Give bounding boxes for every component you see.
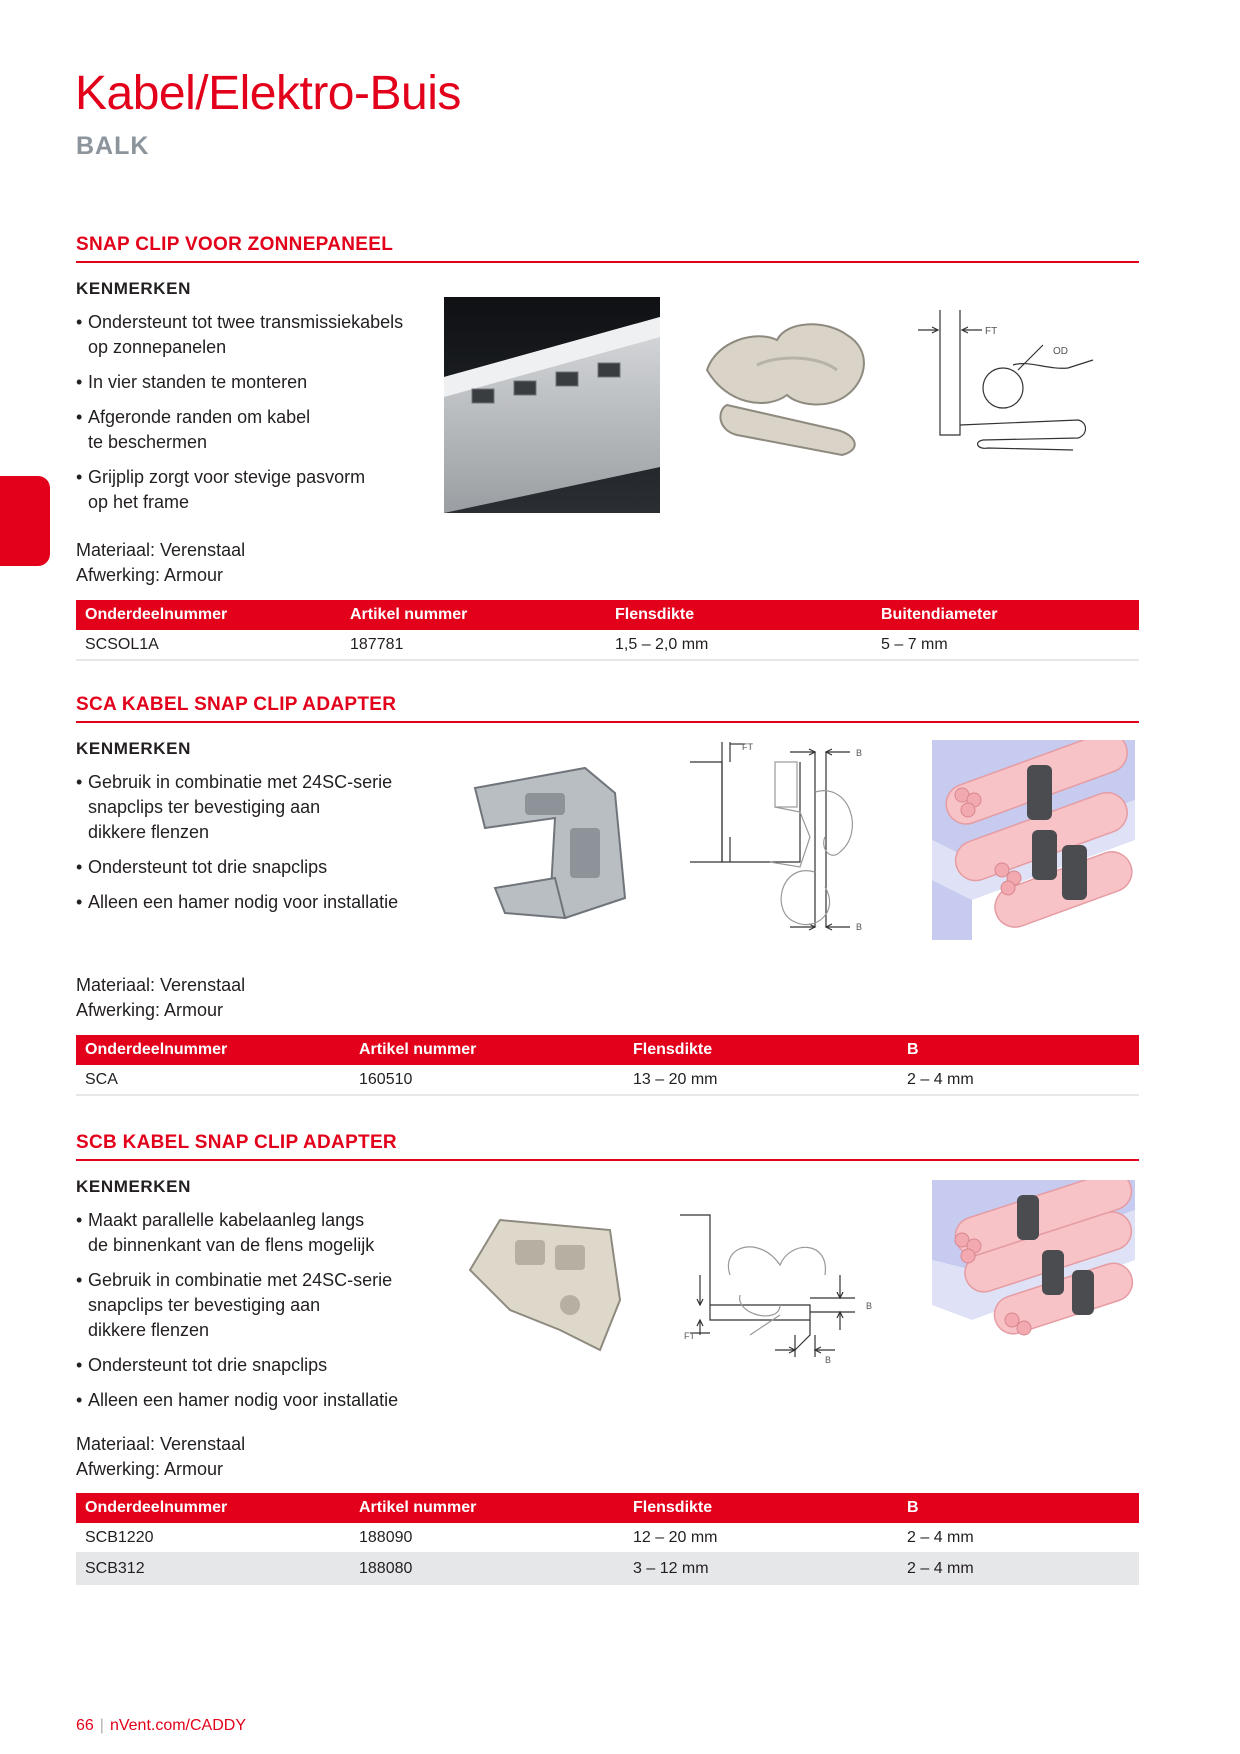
finish-text: Afwerking: Armour (76, 1000, 224, 1020)
feature-item: • Gebruik in combinatie met 24SC-serie snapclips ter bevestiging aan dikkere flenzen (76, 1268, 398, 1343)
material-text: Materiaal: Verenstaal (76, 975, 246, 995)
features-label: KENMERKEN (76, 279, 191, 298)
table-cell: SCB1220 (76, 1523, 350, 1553)
features-list (76, 770, 398, 925)
column-header: Onderdeelnummer (76, 600, 341, 630)
scb-installed-illustration (932, 1180, 1135, 1350)
table-cell: 160510 (350, 1065, 624, 1095)
diagram-label-b: B (856, 922, 863, 932)
column-header: Onderdeelnummer (76, 1035, 350, 1065)
section-heading-snap-clip-zonnepaneel: SNAP CLIP VOOR ZONNEPANEEL (76, 234, 1139, 263)
scb-diagram (680, 1205, 890, 1370)
page-title: Kabel/Elektro-Buis (75, 67, 461, 120)
finish-text: Afwerking: Armour (76, 1459, 224, 1479)
table-header-row (76, 1493, 1139, 1523)
page-footer (76, 1717, 246, 1735)
spec-table-section-1 (76, 600, 1139, 661)
feature-item: • Alleen een hamer nodig voor installatie (76, 890, 398, 915)
sca-diagram (690, 742, 880, 942)
diagram-label-ft: FT (742, 742, 753, 752)
table-cell: 188090 (350, 1523, 624, 1553)
feature-item: • Afgeronde randen om kabel te beschermen (76, 405, 403, 455)
side-tab-marker (0, 476, 50, 566)
table-cell: 1,5 – 2,0 mm (606, 630, 872, 660)
features-label: KENMERKEN (76, 739, 191, 758)
table-cell: 3 – 12 mm (624, 1553, 898, 1584)
column-header: B (898, 1493, 1139, 1523)
table-row (76, 1523, 1139, 1553)
diagram-label-b: B (866, 1301, 873, 1311)
table-cell: 2 – 4 mm (898, 1065, 1139, 1095)
section-heading-sca-adapter: SCA KABEL SNAP CLIP ADAPTER (76, 694, 1139, 723)
feature-item: • Ondersteunt tot twee transmissiekabels op zonnepanelen (76, 310, 403, 360)
material-text: Materiaal: Verenstaal (76, 540, 246, 560)
feature-item: • Maakt parallelle kabelaanleg langs de binnenkant van de flens mogelijk (76, 1208, 398, 1258)
column-header: Flensdikte (624, 1493, 898, 1523)
table-header-row (76, 600, 1139, 630)
table-cell: 2 – 4 mm (898, 1523, 1139, 1553)
page-number: 66 (76, 1717, 94, 1734)
column-header: Onderdeelnummer (76, 1493, 350, 1523)
column-header: Flensdikte (624, 1035, 898, 1065)
table-header-row (76, 1035, 1139, 1065)
column-header: Artikel nummer (350, 1035, 624, 1065)
table-cell: 13 – 20 mm (624, 1065, 898, 1095)
sca-adapter-photo (465, 758, 655, 928)
column-header: Flensdikte (606, 600, 872, 630)
section-heading-scb-adapter: SCB KABEL SNAP CLIP ADAPTER (76, 1132, 1139, 1161)
material-text: Materiaal: Verenstaal (76, 1434, 246, 1454)
sca-installed-illustration (932, 740, 1135, 940)
column-header: Buitendiameter (872, 600, 1139, 630)
table-row (76, 1553, 1139, 1584)
features-list (76, 310, 403, 525)
features-label: KENMERKEN (76, 1177, 191, 1196)
features-list (76, 1208, 398, 1423)
feature-item: • Ondersteunt tot drie snapclips (76, 855, 398, 880)
column-header: Artikel nummer (341, 600, 606, 630)
feature-item: • Ondersteunt tot drie snapclips (76, 1353, 398, 1378)
feature-item: • Alleen een hamer nodig voor installatie (76, 1388, 398, 1413)
snap-clip-photo (697, 310, 882, 470)
page-subtitle: BALK (76, 132, 150, 160)
footer-link[interactable]: nVent.com/CADDY (109, 1717, 247, 1734)
feature-item: • Gebruik in combinatie met 24SC-serie snapclips ter bevestiging aan dikkere flenzen (76, 770, 398, 845)
table-cell: 2 – 4 mm (898, 1553, 1139, 1584)
column-header: Artikel nummer (350, 1493, 624, 1523)
table-cell: 5 – 7 mm (872, 630, 1139, 660)
material-info (76, 538, 245, 588)
spec-table-section-3 (76, 1493, 1139, 1585)
table-cell: SCB312 (76, 1553, 350, 1584)
material-info (76, 1432, 245, 1482)
scb-adapter-photo (460, 1210, 655, 1360)
finish-text: Afwerking: Armour (76, 565, 224, 585)
diagram-label-ft: FT (684, 1331, 695, 1341)
table-cell: 12 – 20 mm (624, 1523, 898, 1553)
table-cell: SCA (76, 1065, 350, 1095)
snap-clip-diagram (918, 310, 1133, 460)
table-cell: 187781 (341, 630, 606, 660)
column-header: B (898, 1035, 1139, 1065)
diagram-label-od: OD (1053, 346, 1068, 357)
footer-separator: | (99, 1717, 104, 1734)
table-row (76, 630, 1139, 660)
table-row (76, 1065, 1139, 1095)
diagram-label-ft: FT (985, 326, 998, 337)
feature-item: • In vier standen te monteren (76, 370, 403, 395)
diagram-label-b: B (825, 1355, 832, 1365)
diagram-label-b: B (856, 748, 863, 758)
solar-panel-photo (444, 297, 660, 513)
table-cell: SCSOL1A (76, 630, 341, 660)
feature-item: • Grijplip zorgt voor stevige pasvorm op het frame (76, 465, 403, 515)
material-info (76, 973, 245, 1023)
table-cell: 188080 (350, 1553, 624, 1584)
spec-table-section-2 (76, 1035, 1139, 1096)
